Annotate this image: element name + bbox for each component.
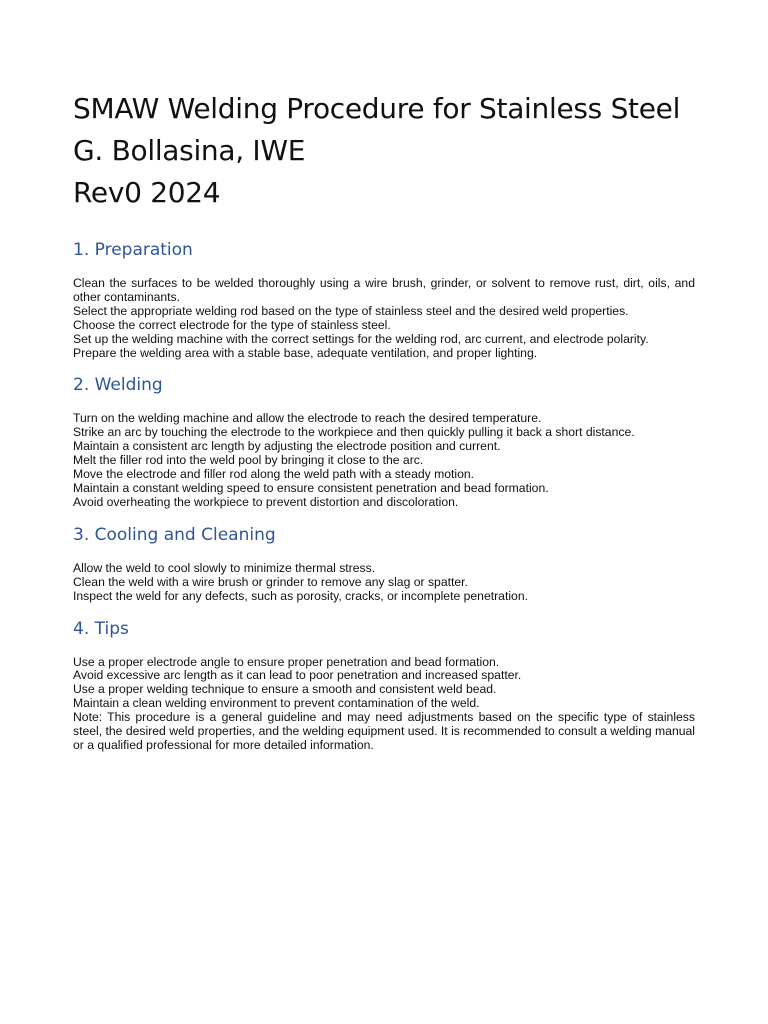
- body-line: Choose the correct electrode for the type of stainless steel.: [73, 317, 391, 332]
- body-line: Clean the weld with a wire brush or grinder to remove any slag or spatter.: [73, 574, 468, 589]
- section-body: [73, 277, 695, 360]
- section-welding: [73, 374, 695, 509]
- body-line: Maintain a clean welding environment to prevent contamination of the weld.: [73, 696, 480, 711]
- section-cooling-cleaning: [73, 524, 695, 604]
- title-line-author: G. Bollasina, IWE: [73, 134, 306, 167]
- title-line-revision: Rev0 2024: [73, 176, 221, 209]
- body-line: Select the appropriate welding rod based on the type of stainless steel and the desired weld properties.: [73, 303, 629, 318]
- body-line: Avoid excessive arc length as it can lead to poor penetration and increased spatter.: [73, 668, 522, 683]
- body-line: Clean the surfaces to be welded thoroughly using a wire brush, grinder, or solvent to remove rust, dirt, oils, and other contaminants.: [73, 276, 695, 304]
- body-line: Use a proper electrode angle to ensure proper penetration and bead formation.: [73, 654, 500, 669]
- section-heading: 2. Welding: [73, 375, 163, 396]
- body-line: Set up the welding machine with the correct settings for the welding rod, arc current, and electrode polarity.: [73, 331, 649, 346]
- body-line: Avoid overheating the workpiece to prevent distortion and discoloration.: [73, 494, 459, 509]
- section-heading: 3. Cooling and Cleaning: [73, 524, 276, 545]
- section-body: [73, 562, 695, 604]
- section-body: [73, 412, 695, 509]
- document-title: [73, 88, 695, 214]
- document-page: [73, 88, 695, 753]
- body-line: Maintain a consistent arc length by adjusting the electrode position and current.: [73, 439, 501, 454]
- section-heading: 4. Tips: [73, 618, 129, 639]
- body-line: Melt the filler rod into the weld pool by bringing it close to the arc.: [73, 453, 424, 468]
- section-heading: 1. Preparation: [73, 240, 193, 260]
- note-paragraph: Note: This procedure is a general guideline and may need adjustments based on the specific type of stainless steel, the desired weld properties, and the welding equipment used. It is recommended to consult a welding manual or a qualified professional for more detailed information.: [73, 710, 695, 752]
- body-line: Strike an arc by touching the electrode to the workpiece and then quickly pulling it back a short distance.: [73, 425, 635, 440]
- section-preparation: [73, 239, 695, 360]
- body-line: Allow the weld to cool slowly to minimize thermal stress.: [73, 560, 376, 575]
- section-body: [73, 656, 695, 753]
- body-line: Turn on the welding machine and allow the electrode to reach the desired temperature.: [73, 411, 542, 426]
- body-line: Maintain a constant welding speed to ensure consistent penetration and bead formation.: [73, 480, 549, 495]
- body-line: Move the electrode and filler rod along the weld path with a steady motion.: [73, 467, 475, 482]
- body-line: Use a proper welding technique to ensure a smooth and consistent weld bead.: [73, 682, 497, 697]
- body-line: Prepare the welding area with a stable base, adequate ventilation, and proper lighting.: [73, 345, 538, 360]
- section-tips: [73, 618, 695, 753]
- title-line-main: SMAW Welding Procedure for Stainless Steel: [73, 92, 681, 125]
- body-line: Inspect the weld for any defects, such as porosity, cracks, or incomplete penetration.: [73, 588, 529, 603]
